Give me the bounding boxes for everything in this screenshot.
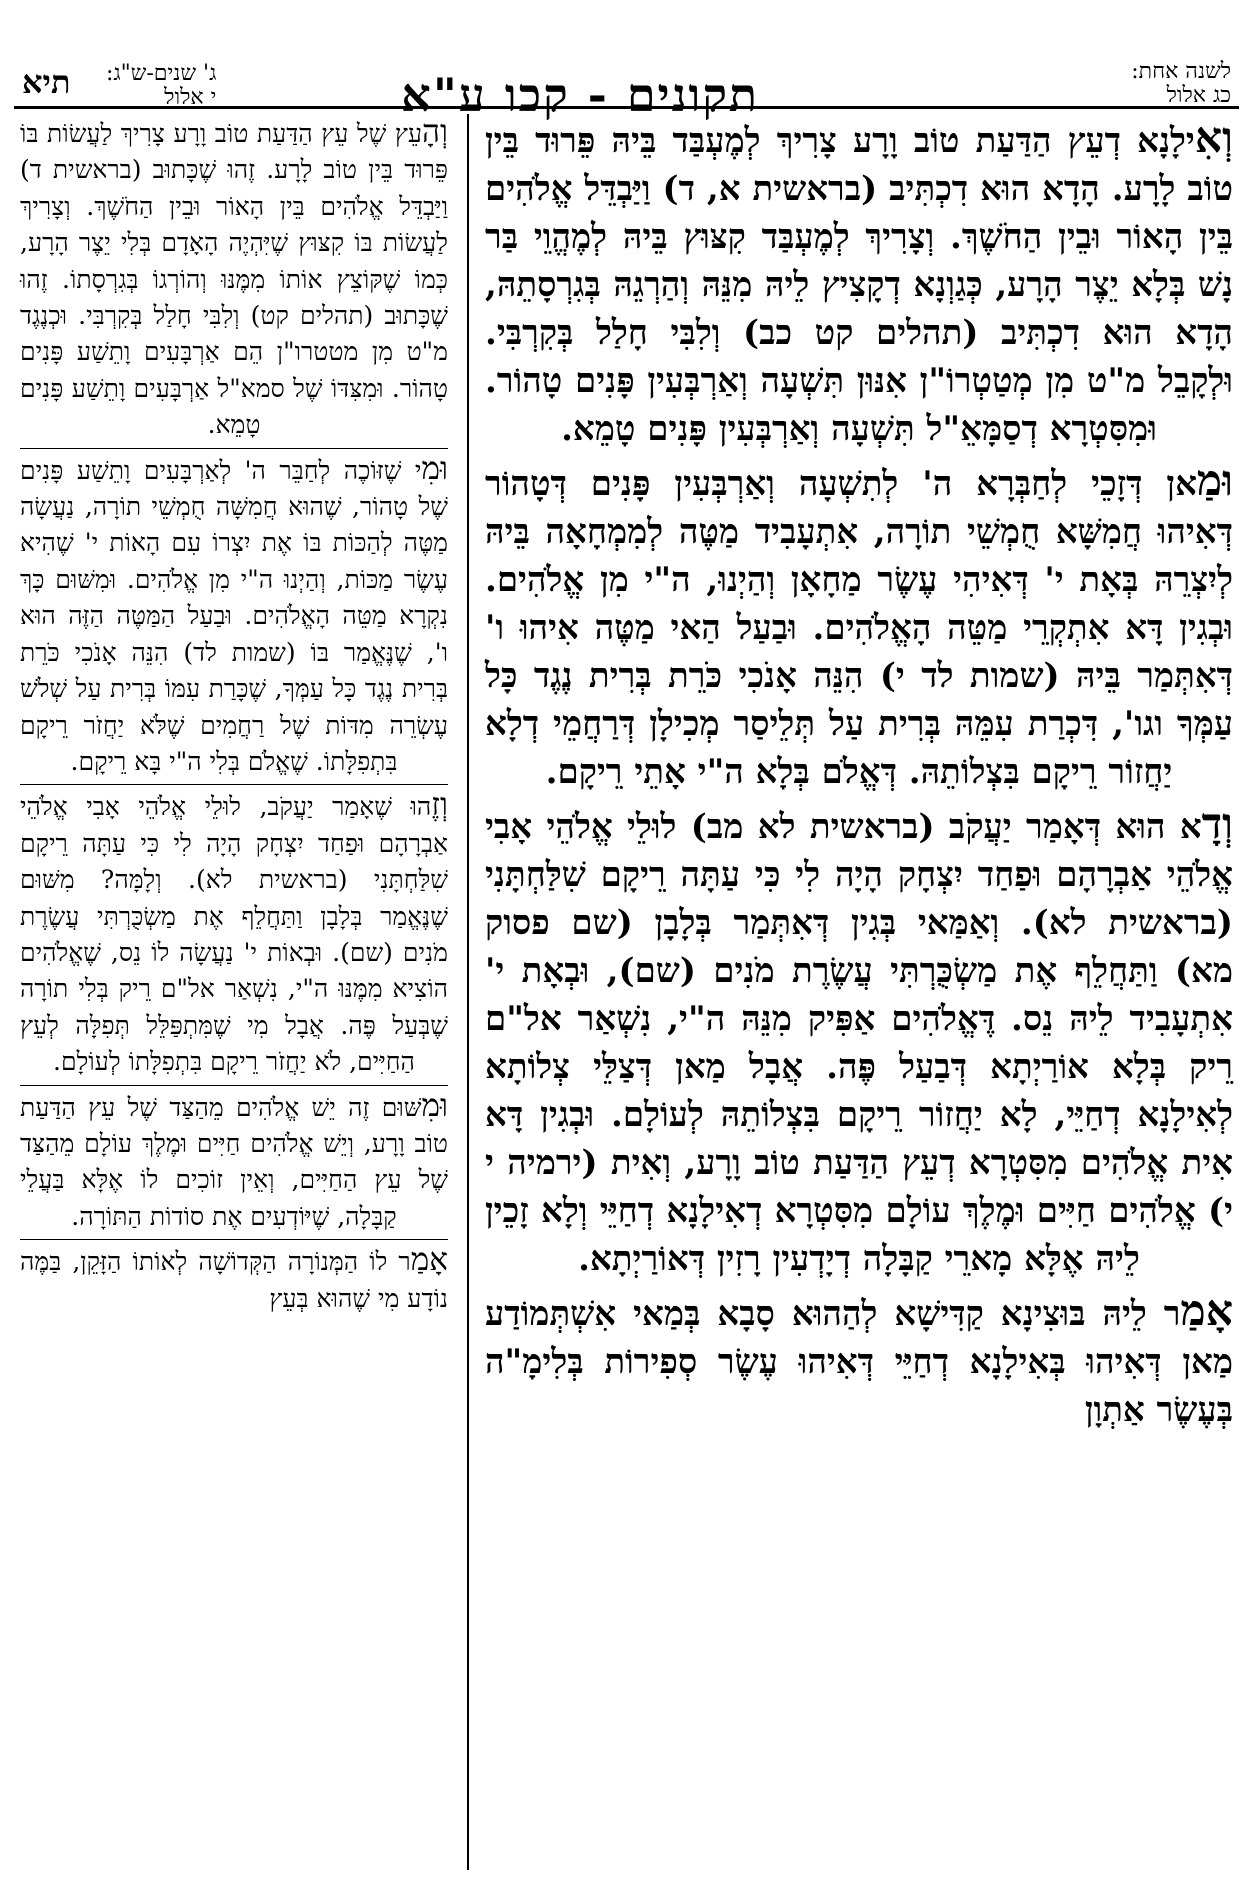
- header-schedule-one-year: [1131, 60, 1231, 108]
- side-paragraph: [20, 1239, 448, 1317]
- opening-letters: וּמַ: [1196, 456, 1233, 506]
- page-header: [14, 14, 1239, 122]
- side-paragraph: [20, 448, 448, 781]
- opening-letters: וְהָ: [422, 114, 448, 150]
- paragraph-text: ר לוֹ הַמְּנוֹרָה הַקְּדוֹשָׁה לְאוֹתוֹ הַזָּקֵן, בַּמֶּה נוֹדָע מִי שֶׁהוּא בְּעֵץ: [20, 1247, 448, 1313]
- paragraph-text: י שֶׁזּוֹכֶה לְחַבֵּר ה' לְאַרְבָּעִים וָתֵשַׁע פָּנִים שֶׁל טָהוֹר, שֶׁהוּא חֲמִשָּׁה חֻמְשֵׁי תוֹרָה, נַעֲשָׂה מַטֶּה לְהַכּוֹת בּוֹ אֶת יִצְרוֹ עִם הָאוֹת י' שֶׁהִיא עֶשֶׂר מַכּוֹת, וְהַיְנוּ ה"י מִן אֱלֹהִים. וּמִשּׁוּם כָּךְ נִקְרָא מַטֵּה הָאֱלֹהִים. וּבַעַל הַמַּטֶּה הַזֶּה הוּא ו', שֶׁנֶּאֱמַר בּוֹ (שמות לד) הִנֵּה אָנֹכִי כֹּרֵת בְּרִית נֶגֶד כָּל עַמְּךָ, שֶׁכָּרַת עִמּוֹ בְּרִית עַל שְׁלֹשׁ עֶשְׂרֵה מִדּוֹת שֶׁל רַחֲמִים שֶׁלֹּא יַחֲזֹר רֵיקָם בִּתְפִלָּתוֹ. שֶׁאֱלֹם בְּלִי ה"י בָּא רֵיקָם.: [20, 455, 448, 776]
- schedule-label: לשנה אחת:: [1131, 59, 1231, 84]
- opening-letters: וְזֶ: [431, 787, 448, 824]
- paragraph-text: ר לֵיהּ בּוּצִינָא קַדִּישָׁא לְהַהוּא סָבָא בְּמַאי אִשְׁתְּמוֹדַע מַאן דְּאִיהוּ בְּאִילָנָא דְחַיֵּי דְּאִיהוּ עֶשֶׂר סְפִירוֹת בְּלִימָ"ה בְּעֶשֶׂר אַתְוָן: [485, 1294, 1233, 1430]
- opening-letters: וּמִ: [421, 450, 448, 487]
- hebrew-translation-column: [14, 114, 454, 1870]
- page: [14, 14, 1239, 1870]
- opening-letters: וּמִ: [421, 1087, 448, 1124]
- paragraph-text: אן דְּזָכֵי לְחַבְּרָא ה' לְתִשְׁעָה וְאַרְבְּעִין פָּנִים דְּטָהוֹר דְּאִיהוּ חֲמִשָּׁא חֻמְשֵׁי תוֹרָה, אִתְעָבִיד מַטֶּה לְמִמְחָאָה בֵּיהּ לְיִצְרֵהּ בְּאָת י' דְּאִיהִי עֶשֶׂר מַחָאָן וְהַיְנוּ, ה"י מִן אֱלֹהִים. וּבְגִין דָּא אִתְקְרֵי מַטֵּה הָאֱלֹהִים. וּבַעַל הַאי מַטֶּה אִיהוּ ו' דְּאִתְּמַר בֵּיהּ (שמות לד י) הִנֵּה אָנֹכִי כֹּרֵת בְּרִית נֶגֶד כָּל עַמְּךָ וגו', דִּכְרַת עִמֵּהּ בְּרִית עַל תְּלֵיסַר מְכִילָן דְּרַחֲמֵי דְלָא יַחֲזוֹר רֵיקָם בִּצְלוֹתֵהּ. דְּאֱלֹם בְּלָא ה"י אָתֵי רֵיקָם.: [485, 464, 1233, 792]
- opening-letters: אָמַ: [1180, 1286, 1233, 1336]
- opening-letters: אָמַ: [410, 1242, 448, 1279]
- paragraph-text: א הוּא דְּאָמַר יַעֲקֹב (בראשית לא מב) לוּלֵי אֱלֹהֵי אָבִי אֱלֹהֵי אַבְרָהָם וּפַחַד יִצְחָק הָיָה לִי כִּי עַתָּה רֵיקָם שִׁלַּחְתָּנִי (בראשית לא). וְאַמַּאי בְּגִין דְּאִתְּמַר בְּלָבָן (שם פסוק מא) וַתַּחֲלֵף אֶת מַשְׂכֻּרְתִּי עֲשֶׂרֶת מֹנִים (שם), וּבְאָת י' אִתְעָבִיד לֵיהּ נֵס. דֶּאֱלֹהִים אַפִּיק מִנֵּהּ ה"י, נִשְׁאַר אל"ם רֵיק בְּלָא אוֹרַיְתָא דְּבַעַל פֶּה. אֲבָל מַאן דְּצַלֵּי צְלוֹתָא לְאִילָנָא דְחַיֵּי, לָא יַחֲזוֹר רֵיקָם בִּצְלוֹתֵהּ לְעוֹלָם. וּבְגִין דָּא אִית אֱלֹהִים מִסִּטְרָא דְעֵץ הַדַּעַת טוֹב וָרָע, וְאִית (ירמיה י י) אֱלֹהִים חַיִּים וּמֶלֶךְ עוֹלָם מִסִּטְרָא דְאִילָנָא דְחַיֵּי וְלָא זָכֵין לֵיהּ אֶלָּא מָארֵי קַבָּלָה דְיָדְעִין רָזִין דְּאוֹרַיְתָא.: [485, 807, 1234, 1279]
- schedule-label: ג' שנים-ש"ג:: [106, 61, 217, 86]
- page-title: תקונים - קכו ע"א: [401, 68, 759, 122]
- main-paragraph: [485, 114, 1233, 453]
- aramaic-main-column: [467, 114, 1239, 1870]
- schedule-date: י אלול: [164, 85, 217, 110]
- opening-letters: וְאִ: [1194, 113, 1233, 163]
- folio-number: תיא: [22, 63, 71, 101]
- main-paragraph: [485, 1287, 1233, 1434]
- paragraph-text: ילָנָא דְעֵץ הַדַּעַת טוֹב וָרָע צָרִיךְ לְמֶעְבַּד בֵּיהּ פֵּרוּד בֵּין טוֹב לָרָע. הָדָא הוּא דִכְתִּיב (בראשית א, ד) וַיַּבְדֵּל אֱלֹהִים בֵּין הָאוֹר וּבֵין הַחֹשֶׁךְ. וְצָרִיךְ לְמֶעְבַּד קִצּוּץ בֵּיהּ לְמֶהֱוֵי בַּר נָשׁ בְּלָא יֵצֶר הָרָע, כְּגַוְנָא דְקָצִיץ לֵיהּ מִנֵּהּ וְהַרְגֵהּ בְּגִרְסָתֵהּ, הָדָא הוּא דִכְתִּיב (תהלים קט כב) וְלִבִּי חָלַל בְּקִרְבִּי. וּלְקָבֵל מ"ט מִן מְטַטְרוֹ"ן אִנּוּן תִּשְׁעָה וְאַרְבְּעִין פָּנִים טָהוֹר. וּמִסִּטְרָא דְסַמָּאֵ"ל תִּשְׁעָה וְאַרְבְּעִין פָּנִים טָמֵא.: [485, 121, 1233, 449]
- side-paragraph: [20, 1085, 448, 1236]
- side-paragraph: [20, 114, 448, 444]
- paragraph-text: הוּ שֶׁאָמַר יַעֲקֹב, לוּלֵי אֱלֹהֵי אָבִי אֱלֹהֵי אַבְרָהָם וּפַחַד יִצְחָק הָיָה לִי כִּי עַתָּה רֵיקָם שִׁלַּחְתָּנִי (בראשית לא). וְלָמָּה? מִשּׁוּם שֶׁנֶּאֱמַר בְּלָבָן וַתַּחֲלֵף אֶת מַשְׂכֻּרְתִּי עֲשֶׂרֶת מֹנִים (שם). וּבְאוֹת י' נַעֲשָׂה לוֹ נֵס, שֶׁאֱלֹהִים הוֹצִיא מִמֶּנּוּ ה"י, נִשְׁאַר אל"ם רֵיק בְּלִי תוֹרָה שֶׁבְּעַל פֶּה. אֲבָל מִי שֶׁמִּתְפַּלֵּל תְּפִלָּה לְעֵץ הַחַיִּים, לֹא יַחֲזֹר רֵיקָם בִּתְפִלָּתוֹ לְעוֹלָם.: [20, 792, 448, 1077]
- paragraph-text: שּׁוּם זֶה יֵשׁ אֱלֹהִים מֵהַצַּד שֶׁל עֵץ הַדַּעַת טוֹב וָרָע, וְיֵשׁ אֱלֹהִים חַיִּים וּמֶלֶךְ עוֹלָם מֵהַצַּד שֶׁל עֵץ הַחַיִּים, וְאֵין זוֹכִים לוֹ אֶלָּא בַּעֲלֵי קַבָּלָה, שֶׁיּוֹדְעִים אֶת סוֹדוֹת הַתּוֹרָה.: [20, 1092, 448, 1231]
- main-paragraph: [485, 457, 1233, 796]
- schedule-date: כג אלול: [1166, 83, 1231, 108]
- paragraph-text: עֵץ שֶׁל עֵץ הַדַּעַת טוֹב וָרָע צָרִיךְ לַעֲשׂוֹת בּוֹ פֵּרוּד בֵּין טוֹב לָרָע. זֶהוּ שֶׁכָּתוּב (בראשית ד) וַיַּבְדֵּל אֱלֹהִים בֵּין הָאוֹר וּבֵין הַחֹשֶׁךְ. וְצָרִיךְ לַעֲשׂוֹת בּוֹ קִצּוּץ שֶׁיִּהְיֶה הָאָדָם בְּלִי יֵצֶר הָרָע, כְּמוֹ שֶׁקּוֹצֵץ אוֹתוֹ מִמֶּנּוּ וְהוֹרְגוֹ בְּגִרְסָתוֹ. זֶהוּ שֶׁכָּתוּב (תהלים קט) וְלִבִּי חָלַל בְּקִרְבִּי. וּכְנֶגֶד מ"ט מִן מטטרו"ן הֵם אַרְבָּעִים וָתֵשַׁע פָּנִים טָהוֹר. וּמִצִּדּוֹ שֶׁל סמא"ל אַרְבָּעִים וָתֵשַׁע פָּנִים טָמֵא.: [20, 119, 448, 440]
- main-paragraph: [485, 800, 1233, 1283]
- opening-letters: וְדָ: [1201, 799, 1233, 849]
- side-paragraph: [20, 784, 448, 1080]
